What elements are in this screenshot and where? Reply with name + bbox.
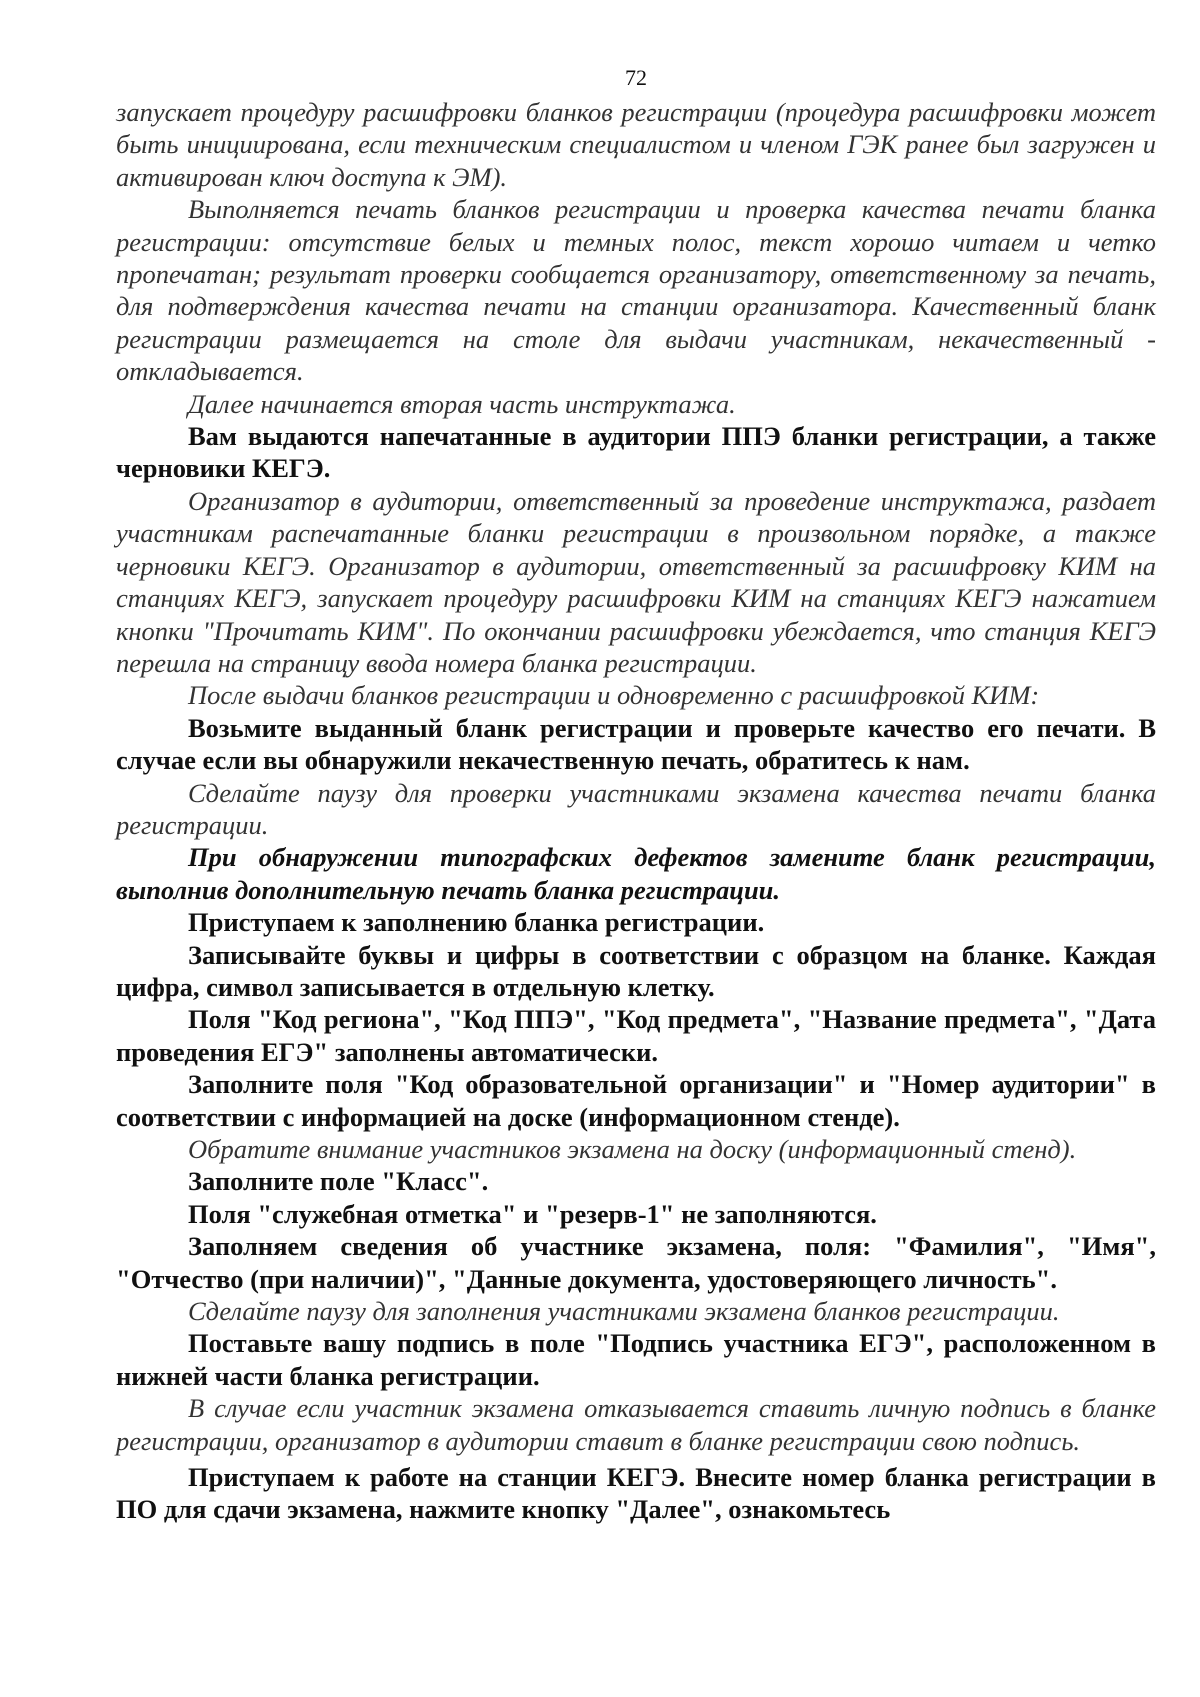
paragraph: Далее начинается вторая часть инструктажа. [188,388,736,419]
paragraph: Вам выдаются напечатанные в аудитории ППЭ бланки регистрации, а также черновики КЕГЭ. [116,421,1156,484]
paragraph: Заполняем сведения об участнике экзамена, поля: "Фамилия", "Имя", "Отчество (при наличии)", "Данные документа, удостоверяющего личность". [116,1231,1156,1294]
page-number: 72 [625,65,647,90]
paragraph: Записывайте буквы и цифры в соответствии с образцом на бланке. Каждая цифра, символ записывается в отдельную клетку. [116,939,1156,1002]
document-page [116,64,1156,1526]
paragraph: Сделайте паузу для заполнения участниками экзамена бланков регистрации. [188,1296,1060,1327]
paragraph: Организатор в аудитории, ответственный за проведение инструктажа, раздает участникам распечатанные бланки регистрации в произвольном порядке, а также черновики КЕГЭ. Организатор в аудитории, ответственный за расшифровку КИМ на станциях КЕГЭ, запускает процедуру расшифровки КИМ на станциях КЕГЭ нажатием кнопки "Прочитать КИМ". По окончании расшифровки убеждается, что станция КЕГЭ перешла на страницу ввода номера бланка регистрации. [116,485,1156,678]
paragraph: В случае если участник экзамена отказывается ставить личную подпись в бланке регистрации, организатор в аудитории ставит в бланке регистрации свою подпись. [116,1393,1156,1456]
paragraph: При обнаружении типографских дефектов замените бланк регистрации, выполнив дополнительную печать бланка регистрации. [116,842,1156,905]
paragraph: После выдачи бланков регистрации и одновременно с расшифровкой КИМ: [188,680,1040,711]
paragraph: Приступаем к работе на станции КЕГЭ. Внесите номер бланка регистрации в ПО для сдачи экзамена, нажмите кнопку "Далее", ознакомьтесь [116,1462,1156,1525]
paragraph: Заполните поля "Код образовательной организации" и "Номер аудитории" в соответствии с информацией на доске (информационном стенде). [116,1069,1156,1132]
paragraph: Поля "Код региона", "Код ППЭ", "Код предмета", "Название предмета", "Дата проведения ЕГЭ" заполнены автоматически. [116,1004,1156,1067]
paragraph: Выполняется печать бланков регистрации и проверка качества печати бланка регистрации: отсутствие белых и темных полос, текст хорошо читаем и четко пропечатан; результат проверки сообщается организатору, ответственному за печать, для подтверждения качества печати на станции организатора. Качественный бланк регистрации размещается на столе для выдачи участникам, некачественный - откладывается. [116,194,1156,387]
paragraph: Сделайте паузу для проверки участниками экзамена качества печати бланка регистрации. [116,777,1156,840]
paragraph: Возьмите выданный бланк регистрации и проверьте качество его печати. В случае если вы обнаружили некачественную печать, обратитесь к нам. [116,712,1156,776]
paragraph: Поставьте вашу подпись в поле "Подпись участника ЕГЭ", расположенном в нижней части бланка регистрации. [116,1328,1156,1391]
paragraph: Заполните поле "Класс". [188,1166,489,1197]
paragraph: запускает процедуру расшифровки бланков регистрации (процедура расшифровки может быть инициирована, если техническим специалистом и членом ГЭК ранее был загружен и активирован ключ доступа к ЭМ). [116,97,1156,192]
paragraph: Приступаем к заполнению бланка регистрации. [188,907,765,938]
paragraph: Обратите внимание участников экзамена на доску (информационный стенд). [188,1134,1077,1164]
paragraph: Поля "служебная отметка" и "резерв-1" не заполняются. [188,1198,877,1229]
